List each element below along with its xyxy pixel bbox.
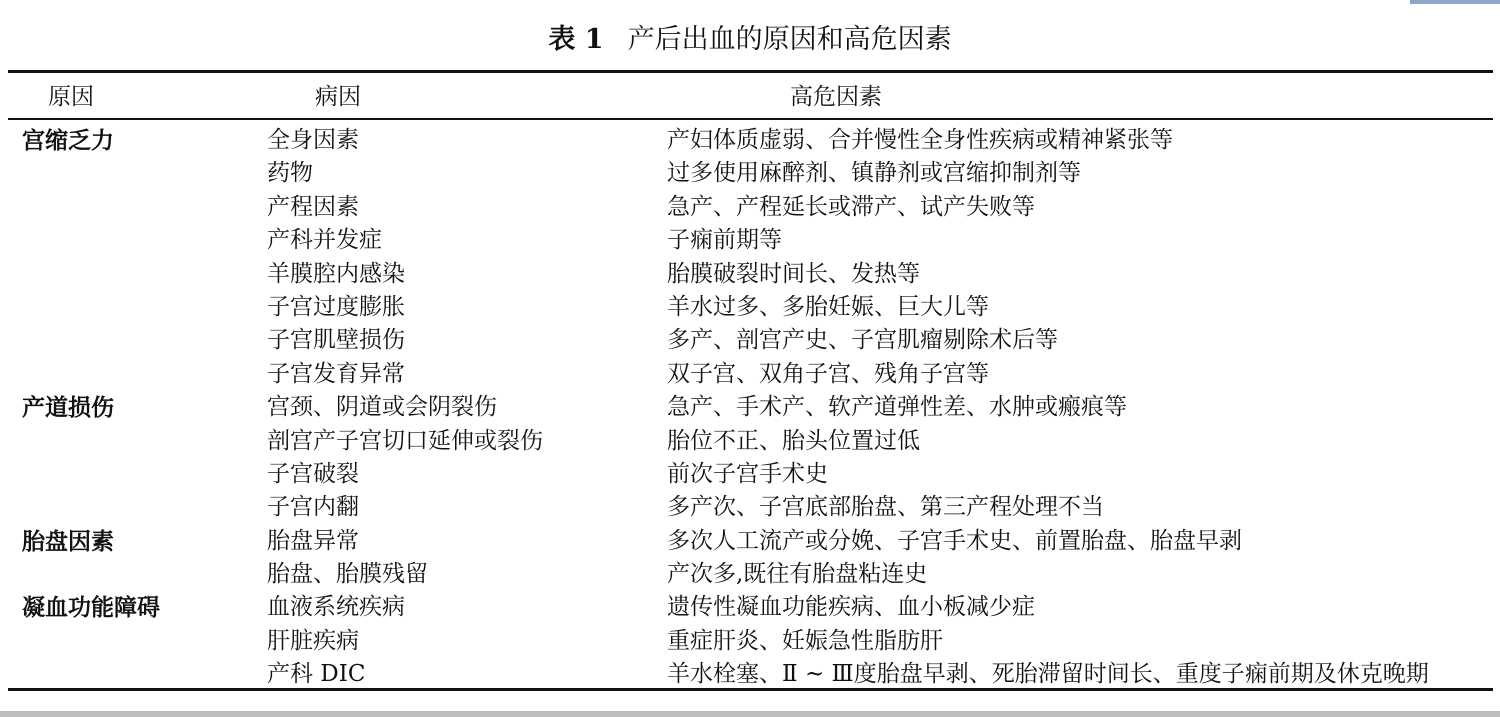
cell-etiology: 肝脏疾病 xyxy=(267,627,359,654)
cell-risk-factors: 遗传性凝血功能疾病、血小板减少症 xyxy=(667,594,1035,621)
cell-etiology: 胎盘、胎膜残留 xyxy=(267,561,428,588)
table-title: 产后出血的原因和高危因素 xyxy=(627,24,952,55)
table-top-rule xyxy=(8,70,1493,73)
cell-etiology: 胎盘异常 xyxy=(267,527,359,554)
cell-etiology: 子宫发育异常 xyxy=(267,360,405,387)
table-row xyxy=(0,324,1500,357)
cell-cause: 宫缩乏力 xyxy=(22,127,114,154)
table-number: 表 1 xyxy=(548,24,604,55)
table-row xyxy=(0,458,1500,491)
table-row xyxy=(0,625,1500,658)
table-row xyxy=(0,358,1500,391)
table-row xyxy=(0,525,1500,558)
table-row xyxy=(0,191,1500,224)
table-body xyxy=(0,124,1500,692)
cell-risk-factors: 重症肝炎、妊娠急性脂肪肝 xyxy=(667,627,943,654)
table-row xyxy=(0,157,1500,190)
cell-etiology: 剖宫产子宫切口延伸或裂伤 xyxy=(267,427,543,454)
cell-risk-factors: 多产、剖宫产史、子宫肌瘤剔除术后等 xyxy=(667,327,1058,354)
cell-risk-factors: 子痫前期等 xyxy=(667,227,782,254)
cell-risk-factors: 多次人工流产或分娩、子宫手术史、前置胎盘、胎盘早剥 xyxy=(667,527,1242,554)
table-row xyxy=(0,558,1500,591)
cell-risk-factors: 胎膜破裂时间长、发热等 xyxy=(667,260,920,287)
table-row xyxy=(0,124,1500,157)
cell-etiology: 子宫破裂 xyxy=(267,460,359,487)
cell-etiology: 血液系统疾病 xyxy=(267,594,405,621)
cell-cause: 胎盘因素 xyxy=(22,527,114,555)
cell-cause: 产道损伤 xyxy=(22,394,114,422)
cell-risk-factors: 双子宫、双角子宫、残角子宫等 xyxy=(667,360,989,387)
page-bottom-edge xyxy=(0,711,1500,717)
cell-etiology: 子宫过度膨胀 xyxy=(267,293,405,320)
table-bottom-rule xyxy=(8,688,1493,691)
cell-risk-factors: 急产、手术产、软产道弹性差、水肿或瘢痕等 xyxy=(667,394,1127,421)
cell-risk-factors: 急产、产程延长或滞产、试产失败等 xyxy=(667,193,1035,220)
cell-risk-factors: 过多使用麻醉剂、镇静剂或宫缩抑制剂等 xyxy=(667,160,1081,187)
cell-risk-factors: 羊水过多、多胎妊娠、巨大儿等 xyxy=(667,293,989,320)
table-caption xyxy=(0,22,1500,58)
cell-risk-factors: 产妇体质虚弱、合并慢性全身性疾病或精神紧张等 xyxy=(667,127,1173,153)
header-cause: 原因 xyxy=(48,84,94,110)
cell-etiology: 产科 DIC xyxy=(267,661,366,688)
cell-etiology: 子宫内翻 xyxy=(267,494,359,521)
cell-risk-factors: 前次子宫手术史 xyxy=(667,460,828,487)
header-etiology: 病因 xyxy=(315,84,361,110)
cell-cause: 凝血功能障碍 xyxy=(22,594,160,622)
table-row xyxy=(0,258,1500,291)
cell-etiology: 药物 xyxy=(267,160,313,187)
cell-risk-factors: 产次多,既往有胎盘粘连史 xyxy=(667,561,928,588)
header-risk-factors: 高危因素 xyxy=(790,84,882,110)
cell-risk-factors: 胎位不正、胎头位置过低 xyxy=(667,427,920,454)
cell-etiology: 子宫肌壁损伤 xyxy=(267,327,405,354)
page-corner-mark xyxy=(1410,0,1500,4)
table-row xyxy=(0,491,1500,524)
cell-risk-factors: 多产次、子宫底部胎盘、第三产程处理不当 xyxy=(667,494,1104,521)
table-row xyxy=(0,658,1500,691)
cell-etiology: 产程因素 xyxy=(267,193,359,220)
cell-risk-factors: 羊水栓塞、Ⅱ ~ Ⅲ度胎盘早剥、死胎滞留时间长、重度子痫前期及休克晚期 xyxy=(667,661,1429,688)
table-row xyxy=(0,591,1500,624)
table-row xyxy=(0,224,1500,257)
table-header-rule xyxy=(8,118,1493,120)
cell-etiology: 全身因素 xyxy=(267,127,359,153)
table-row xyxy=(0,391,1500,424)
table-row xyxy=(0,291,1500,324)
table-row xyxy=(0,425,1500,458)
cell-etiology: 产科并发症 xyxy=(267,227,382,254)
cell-etiology: 宫颈、阴道或会阴裂伤 xyxy=(267,394,497,421)
cell-etiology: 羊膜腔内感染 xyxy=(267,260,405,287)
